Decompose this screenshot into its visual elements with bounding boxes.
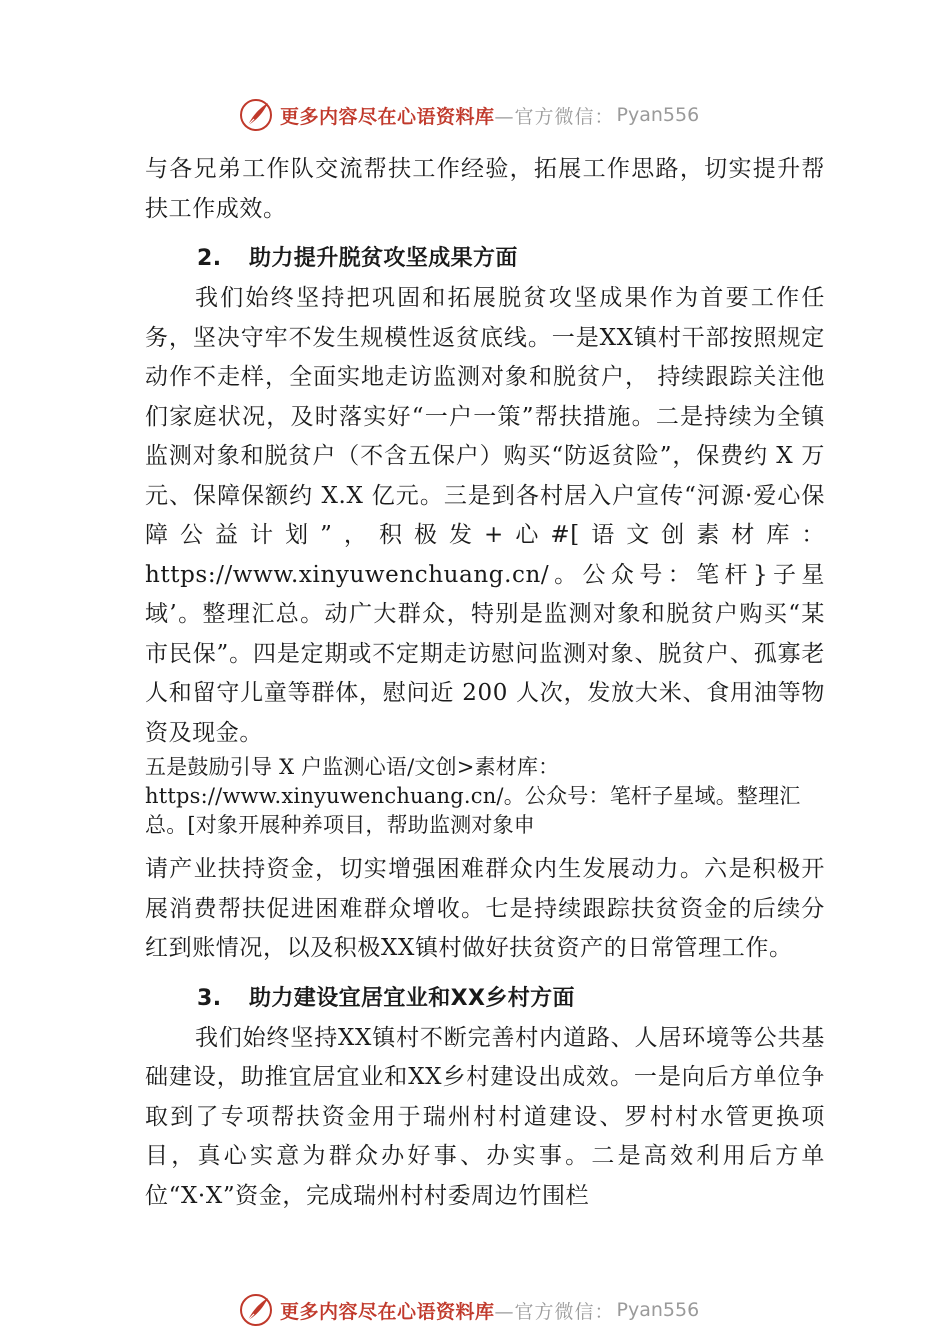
page-header-banner [238, 95, 699, 135]
banner-main-text: 更多内容尽在心语资料库 [280, 1300, 495, 1323]
heading-text: 助力建设宜居宜业和XX乡村方面 [249, 985, 575, 1011]
paragraph-4: 请产业扶持资金，切实增强困难群众内生发展动力。六是积极开展消费帮扶促进困难群众增收。七是持续跟踪扶贫资金的后续分红到账情况，以及积极XX镇村做好扶贫资产的日常管理工作。 [145, 856, 825, 961]
page-footer-banner [238, 1290, 699, 1330]
section-heading-3 [145, 979, 825, 1019]
banner-main-text: 更多内容尽在心语资料库 [280, 105, 495, 128]
paragraph-1: 与各兄弟工作队交流帮扶工作经验，拓展工作思路，切实提升帮扶工作成效。 [145, 156, 825, 222]
banner-tail-text: —官方微信： [494, 105, 615, 128]
banner-tail-text: —官方微信： [494, 1300, 615, 1323]
quill-logo-icon [238, 97, 274, 133]
document-body [145, 150, 825, 1216]
banner-wechat-id: Pyan556 [616, 104, 700, 126]
paragraph-5: 我们始终坚持XX镇村不断完善村内道路、人居环境等公共基础建设，助推宜居宜业和XX乡村建设出成效。一是向后方单位争取到了专项帮扶资金用于瑞州村村道建设、罗村村水管更换项目，真心实意为群众办好事、办实事。二是高效利用后方单位“X·X”资金，完成瑞州村村委周边竹围栏 [145, 1024, 825, 1209]
heading-number: 3. [197, 985, 222, 1011]
quill-logo-icon [238, 1292, 274, 1328]
section-heading-2 [145, 239, 825, 279]
paragraph-2: 我们始终坚持把巩固和拓展脱贫攻坚成果作为首要工作任务，坚决守牢不发生规模性返贫底线。一是XX镇村干部按照规定动作不走样，全面实地走访监测对象和脱贫户， 持续跟踪关注他们家庭状况，及时落实好“一户一策”帮扶措施。二是持续为全镇监测对象和脱贫户（不含五保户）购买“防返贫险”，保费约 X 万元、保障保额约 X.X 亿元。三是到各村居入户宣传“河源·爱心保障公益计划”，积极发+心#[语文创素材库：https://www.xinyuwenchuang.cn/。公众号：笔杆}子星域’。整理汇总。动广大群众，特别是监测对象和脱贫户购买“某市民保”。四是定期或不定期走访慰问监测对象、脱贫户、孤寡老人和留守儿童等群体，慰问近 200 人次，发放大米、食用油等物资及现金。 [145, 285, 825, 746]
heading-text: 助力提升脱贫攻坚成果方面 [249, 246, 518, 271]
banner-wechat-id: Pyan556 [616, 1299, 700, 1321]
paragraph-3: 五是鼓励引导 X 户监测心语/文创>素材库：https://www.xinyuwenchuang.cn/。公众号：笔杆子星域。整理汇总。[对象开展种养项目，帮助监测对象申 [145, 755, 801, 837]
heading-number: 2. [197, 246, 222, 271]
